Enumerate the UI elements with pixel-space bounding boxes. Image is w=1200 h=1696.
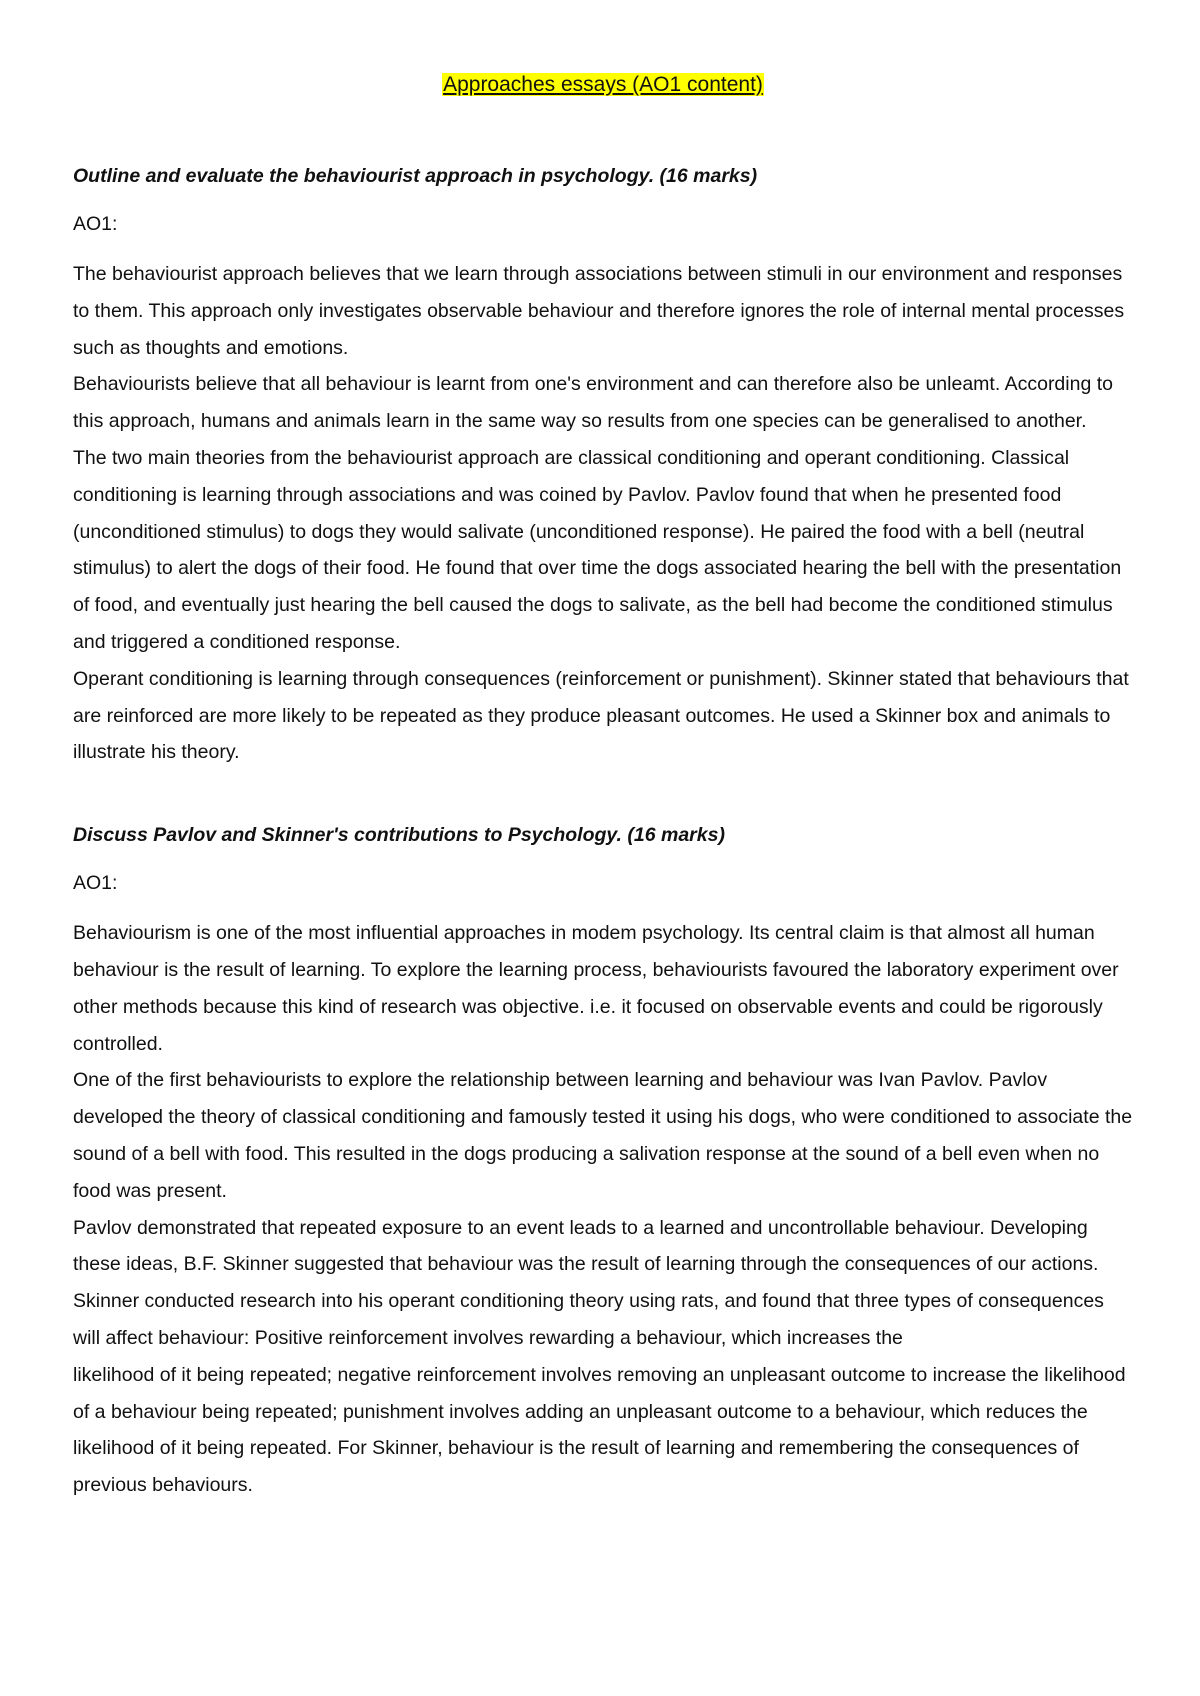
ao1-label: AO1: bbox=[73, 872, 118, 895]
paragraph: likelihood of it being repeated; negative reinforcement involves removing an unpleasant outcome to increase the likelihood of a behaviour being repeated; punishment involves adding an unpleasant outcome to a behaviour, which reduces the likelihood of it being repeated. For Skinner, behaviour is the result of learning and remembering the consequences of previous behaviours. bbox=[73, 1363, 1126, 1497]
essay-body bbox=[73, 256, 1133, 771]
section-spacer bbox=[73, 771, 1133, 821]
document-page bbox=[73, 70, 1133, 1504]
essay-question: Outline and evaluate the behaviourist approach in psychology. (16 marks) bbox=[73, 165, 758, 187]
paragraph: Operant conditioning is learning through consequences (reinforcement or punishment). Skinner stated that behaviours that are reinforced are more likely to be repeated as they produce pleasant outcomes. He used a Skinner box and animals to illustrate his theory. bbox=[73, 667, 1129, 764]
paragraph: One of the first behaviourists to explore the relationship between learning and behaviour was Ivan Pavlov. Pavlov developed the theory of classical conditioning and famously tested it using his dogs, who were conditioned to associate the sound of a bell with food. This resulted in the dogs producing a salivation response at the sound of a bell even when no food was present. bbox=[73, 1069, 1133, 1202]
document-title bbox=[73, 70, 1133, 100]
essay-section-behaviourist bbox=[73, 162, 1133, 771]
document-title-text: Approaches essays (AO1 content) bbox=[443, 73, 763, 96]
essay-body bbox=[73, 915, 1133, 1504]
essay-section-pavlov-skinner bbox=[73, 821, 1133, 1504]
paragraph: Behaviourists believe that all behaviour is learnt from one's environment and can therefore also be unleamt. According to this approach, humans and animals learn in the same way so results from one species can be generalised to another. bbox=[73, 373, 1113, 433]
essay-question: Discuss Pavlov and Skinner's contributions to Psychology. (16 marks) bbox=[73, 824, 725, 847]
paragraph: The behaviourist approach believes that we learn through associations between stimuli in our environment and responses to them. This approach only investigates observable behaviour and therefore ignores the role of internal mental processes such as thoughts and emotions. bbox=[73, 263, 1125, 359]
paragraph: Pavlov demonstrated that repeated exposure to an event leads to a learned and uncontrollable behaviour. Developing these ideas, B.F. Skinner suggested that behaviour was the result of learning through the consequences of our actions. Skinner conducted research into his operant conditioning theory using rats, and found that three types of consequences will affect behaviour: Positive reinforcement involves rewarding a behaviour, which increases the bbox=[73, 1216, 1104, 1349]
ao1-label: AO1: bbox=[73, 213, 118, 235]
paragraph: The two main theories from the behaviourist approach are classical conditioning and operant conditioning. Classical conditioning is learning through associations and was coined by Pavlov. Pavlov found that when he presented food (unconditioned stimulus) to dogs they would salivate (unconditioned response). He paired the food with a bell (neutral stimulus) to alert the dogs of their food. He found that over time the dogs associated hearing the bell with the presentation of food, and eventually just hearing the bell caused the dogs to salivate, as the bell had become the conditioned stimulus and triggered a conditioned response. bbox=[73, 446, 1122, 653]
paragraph: Behaviourism is one of the most influential approaches in modem psychology. Its central claim is that almost all human behaviour is the result of learning. To explore the learning process, behaviourists favoured the laboratory experiment over other methods because this kind of research was objective. i.e. it focused on observable events and could be rigorously controlled. bbox=[73, 922, 1119, 1055]
